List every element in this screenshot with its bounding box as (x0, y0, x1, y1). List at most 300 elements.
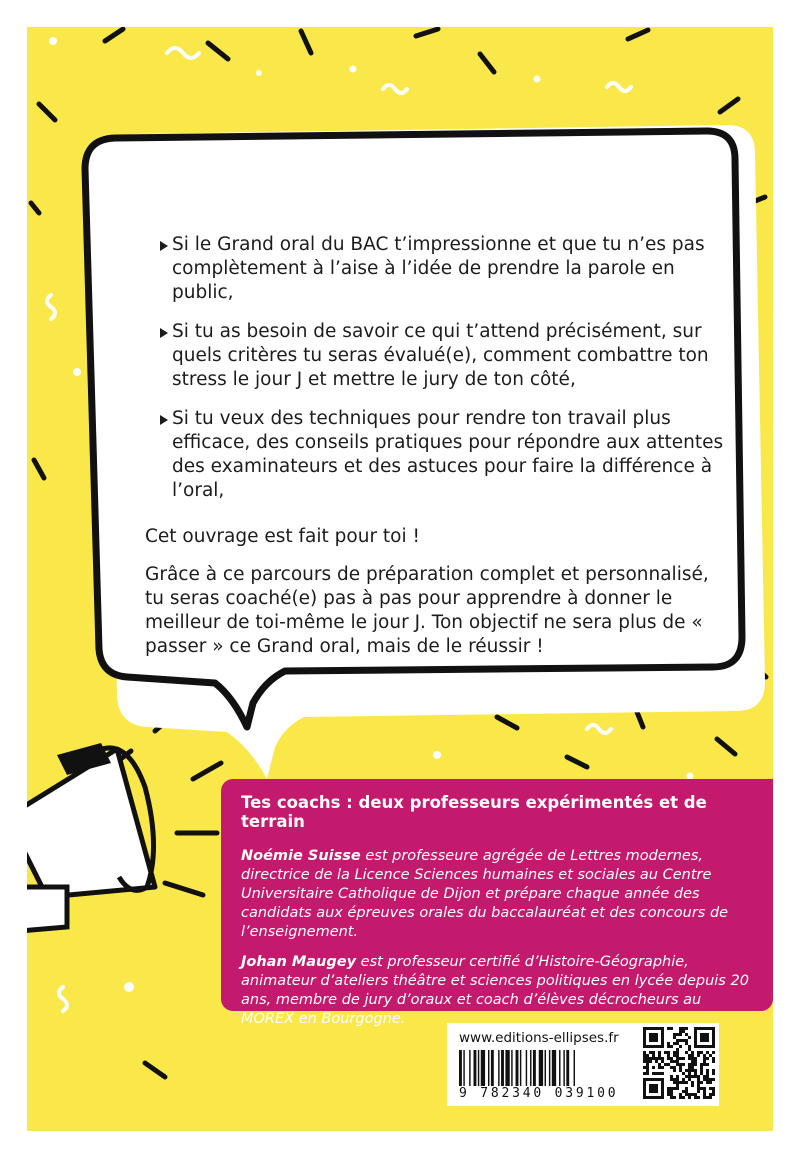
qr-module (688, 1063, 691, 1066)
qr-module (694, 1072, 697, 1075)
qr-module (709, 1045, 712, 1048)
qr-module (655, 1072, 658, 1075)
qr-module (661, 1090, 664, 1093)
qr-module (706, 1069, 709, 1072)
barcode-bar (481, 1050, 485, 1086)
qr-module (643, 1078, 646, 1081)
qr-code-icon[interactable] (643, 1027, 715, 1099)
qr-module (661, 1057, 664, 1060)
qr-module (643, 1060, 646, 1063)
qr-module (649, 1039, 652, 1042)
barcode-bar (501, 1050, 504, 1086)
qr-module (664, 1051, 667, 1054)
qr-module (679, 1096, 682, 1099)
barcode-bar (549, 1050, 550, 1086)
bullet-item (172, 320, 732, 392)
barcode-bar (459, 1050, 462, 1086)
qr-module (697, 1096, 700, 1099)
qr-module (643, 1033, 646, 1036)
qr-module (706, 1072, 709, 1075)
barcode-bar (566, 1050, 569, 1086)
qr-module (667, 1087, 670, 1090)
qr-module (709, 1081, 712, 1084)
qr-module (643, 1042, 646, 1045)
coach-name: Johan Maugey (241, 954, 357, 970)
qr-module (682, 1039, 685, 1042)
qr-module (703, 1090, 706, 1093)
qr-module (694, 1057, 697, 1060)
qr-module (673, 1087, 676, 1090)
qr-module (694, 1093, 697, 1096)
qr-module (712, 1030, 715, 1033)
qr-module (700, 1036, 703, 1039)
qr-module (697, 1054, 700, 1057)
barcode-icon (459, 1050, 631, 1086)
qr-module (712, 1072, 715, 1075)
qr-module (676, 1057, 679, 1060)
qr-module (697, 1084, 700, 1087)
qr-module (661, 1036, 664, 1039)
qr-module (658, 1096, 661, 1099)
qr-module (643, 1072, 646, 1075)
qr-module (706, 1075, 709, 1078)
qr-module (712, 1033, 715, 1036)
qr-module (661, 1087, 664, 1090)
qr-module (700, 1066, 703, 1069)
qr-module (652, 1072, 655, 1075)
qr-module (667, 1042, 670, 1045)
qr-module (712, 1051, 715, 1054)
qr-module (712, 1036, 715, 1039)
qr-module (646, 1060, 649, 1063)
qr-module (691, 1069, 694, 1072)
qr-module (694, 1039, 697, 1042)
qr-module (697, 1087, 700, 1090)
qr-module (688, 1093, 691, 1096)
qr-module (712, 1069, 715, 1072)
qr-module (697, 1027, 700, 1030)
qr-module (652, 1039, 655, 1042)
qr-module (658, 1078, 661, 1081)
qr-module (703, 1033, 706, 1036)
qr-module (649, 1096, 652, 1099)
qr-module (643, 1090, 646, 1093)
qr-module (691, 1084, 694, 1087)
barcode-bar (552, 1050, 556, 1086)
qr-module (685, 1033, 688, 1036)
conclusion-text: Cet ouvrage est fait pour toi ! (145, 526, 420, 547)
barcode-bar (463, 1050, 464, 1086)
qr-module (661, 1072, 664, 1075)
barcode-bar (563, 1050, 564, 1086)
barcode-bar (520, 1050, 521, 1086)
qr-module (712, 1045, 715, 1048)
qr-module (643, 1045, 646, 1048)
qr-module (676, 1051, 679, 1054)
qr-module (691, 1093, 694, 1096)
qr-module (646, 1045, 649, 1048)
qr-module (646, 1072, 649, 1075)
qr-module (706, 1063, 709, 1066)
qr-module (652, 1045, 655, 1048)
qr-module (712, 1060, 715, 1063)
qr-module (661, 1033, 664, 1036)
qr-module (706, 1081, 709, 1084)
qr-module (700, 1039, 703, 1042)
barcode-bar (516, 1050, 519, 1086)
qr-module (706, 1096, 709, 1099)
coach-bio (241, 953, 753, 1029)
qr-module (658, 1054, 661, 1057)
qr-module (712, 1057, 715, 1060)
bullet-text: Si le Grand oral du BAC t’impressionne et que tu n’es pas complètement à l’aise à l’idée de prendre la parole en public, (172, 234, 705, 303)
qr-module (649, 1090, 652, 1093)
qr-module (679, 1057, 682, 1060)
qr-module (676, 1033, 679, 1036)
qr-module (661, 1093, 664, 1096)
barcode-bar (526, 1050, 527, 1086)
qr-module (709, 1027, 712, 1030)
qr-module (670, 1057, 673, 1060)
bullet-item (172, 407, 732, 503)
qr-module (682, 1063, 685, 1066)
qr-module (652, 1087, 655, 1090)
qr-module (700, 1027, 703, 1030)
qr-module (685, 1081, 688, 1084)
qr-module (670, 1060, 673, 1063)
qr-module (694, 1036, 697, 1039)
qr-module (673, 1036, 676, 1039)
qr-module (709, 1054, 712, 1057)
qr-module (643, 1027, 646, 1030)
qr-module (673, 1042, 676, 1045)
barcode-bar (498, 1050, 499, 1086)
qr-module (661, 1039, 664, 1042)
barcode-bar (530, 1050, 531, 1086)
qr-module (649, 1078, 652, 1081)
qr-module (694, 1063, 697, 1066)
qr-module (685, 1069, 688, 1072)
qr-module (694, 1030, 697, 1033)
qr-module (655, 1057, 658, 1060)
qr-module (685, 1090, 688, 1093)
qr-module (679, 1045, 682, 1048)
coaches-title: Tes coachs : deux professeurs expérimentés et de terrain (241, 793, 707, 831)
qr-module (673, 1096, 676, 1099)
qr-module (703, 1057, 706, 1060)
qr-module (697, 1075, 700, 1078)
qr-module (682, 1081, 685, 1084)
qr-module (661, 1081, 664, 1084)
qr-module (697, 1078, 700, 1081)
qr-module (646, 1027, 649, 1030)
qr-module (658, 1057, 661, 1060)
coach-bio-text: est professeur certifié d’Histoire-Géographie, animateur d’ateliers théâtre et sciences politiques en lycée depuis 20 ans, membre de jury d’oraux et coach d’élèves décrocheurs au MOREX en Bourgogne. (241, 954, 749, 1027)
qr-module (667, 1057, 670, 1060)
qr-module (655, 1036, 658, 1039)
qr-module (697, 1090, 700, 1093)
qr-module (670, 1090, 673, 1093)
qr-module (703, 1054, 706, 1057)
coach-bio (241, 847, 753, 942)
qr-module (679, 1081, 682, 1084)
qr-module (703, 1096, 706, 1099)
qr-module (700, 1051, 703, 1054)
qr-module (703, 1045, 706, 1048)
qr-module (688, 1096, 691, 1099)
qr-module (682, 1057, 685, 1060)
qr-module (694, 1060, 697, 1063)
qr-module (712, 1090, 715, 1093)
barcode-bar (505, 1050, 509, 1086)
qr-module (655, 1078, 658, 1081)
qr-module (643, 1081, 646, 1084)
bullet-arrow-icon (160, 328, 168, 338)
qr-module (688, 1036, 691, 1039)
qr-module (670, 1078, 673, 1081)
qr-module (691, 1075, 694, 1078)
qr-module (655, 1045, 658, 1048)
qr-module (700, 1087, 703, 1090)
qr-module (658, 1066, 661, 1069)
qr-module (676, 1048, 679, 1051)
qr-module (676, 1075, 679, 1078)
qr-module (679, 1033, 682, 1036)
qr-module (667, 1063, 670, 1066)
qr-module (649, 1051, 652, 1054)
qr-module (703, 1039, 706, 1042)
qr-module (706, 1036, 709, 1039)
qr-module (679, 1069, 682, 1072)
barcode-bar (491, 1050, 494, 1086)
barcode-panel (447, 1023, 719, 1106)
qr-module (685, 1087, 688, 1090)
qr-module (703, 1075, 706, 1078)
qr-module (712, 1093, 715, 1096)
qr-module (691, 1081, 694, 1084)
barcode-bar (478, 1050, 479, 1086)
qr-module (667, 1054, 670, 1057)
qr-module (658, 1027, 661, 1030)
qr-module (694, 1069, 697, 1072)
barcode-bar (469, 1050, 470, 1086)
qr-module (661, 1084, 664, 1087)
qr-module (691, 1063, 694, 1066)
qr-module (703, 1060, 706, 1063)
qr-module (652, 1027, 655, 1030)
qr-module (709, 1087, 712, 1090)
qr-module (703, 1063, 706, 1066)
qr-module (655, 1033, 658, 1036)
qr-module (670, 1075, 673, 1078)
barcode-bar (474, 1050, 477, 1086)
qr-module (712, 1087, 715, 1090)
qr-module (664, 1063, 667, 1066)
coaches-box (221, 779, 773, 1027)
megaphone-icon (27, 743, 155, 932)
qr-module (652, 1036, 655, 1039)
qr-module (661, 1096, 664, 1099)
qr-module (655, 1087, 658, 1090)
qr-module (694, 1042, 697, 1045)
qr-module (646, 1057, 649, 1060)
qr-module (703, 1087, 706, 1090)
qr-module (709, 1078, 712, 1081)
qr-module (673, 1054, 676, 1057)
qr-module (652, 1051, 655, 1054)
qr-module (697, 1051, 700, 1054)
qr-module (643, 1051, 646, 1054)
qr-module (694, 1033, 697, 1036)
qr-module (691, 1054, 694, 1057)
qr-module (688, 1045, 691, 1048)
qr-module (670, 1066, 673, 1069)
qr-module (688, 1054, 691, 1057)
qr-module (706, 1078, 709, 1081)
qr-module (682, 1030, 685, 1033)
barcode-bar (511, 1050, 512, 1086)
qr-module (667, 1027, 670, 1030)
qr-module (706, 1039, 709, 1042)
qr-module (649, 1033, 652, 1036)
qr-module (646, 1069, 649, 1072)
qr-module (652, 1054, 655, 1057)
qr-module (658, 1063, 661, 1066)
qr-module (670, 1045, 673, 1048)
barcode-bar (539, 1050, 543, 1086)
qr-module (712, 1027, 715, 1030)
qr-module (649, 1057, 652, 1060)
qr-module (646, 1078, 649, 1081)
qr-module (673, 1066, 676, 1069)
qr-module (649, 1045, 652, 1048)
qr-module (643, 1093, 646, 1096)
qr-module (703, 1027, 706, 1030)
qr-module (703, 1093, 706, 1096)
qr-module (712, 1078, 715, 1081)
bullet-text: Si tu as besoin de savoir ce qui t’attend précisément, sur quels critères tu seras évalué(e), comment combattre ton stress le jour J et mettre le jury de ton côté, (172, 321, 709, 390)
qr-module (667, 1045, 670, 1048)
qr-module (712, 1039, 715, 1042)
qr-module (673, 1060, 676, 1063)
qr-module (673, 1051, 676, 1054)
qr-module (709, 1093, 712, 1096)
qr-module (643, 1039, 646, 1042)
qr-module (697, 1045, 700, 1048)
qr-module (670, 1027, 673, 1030)
qr-module (643, 1066, 646, 1069)
publisher-website[interactable]: www.editions-ellipses.fr (459, 1030, 619, 1046)
qr-module (661, 1045, 664, 1048)
qr-module (646, 1063, 649, 1066)
qr-module (700, 1081, 703, 1084)
qr-module (679, 1030, 682, 1033)
qr-module (661, 1066, 664, 1069)
qr-module (649, 1084, 652, 1087)
qr-module (694, 1096, 697, 1099)
qr-module (655, 1027, 658, 1030)
qr-module (700, 1063, 703, 1066)
qr-module (682, 1090, 685, 1093)
qr-module (691, 1060, 694, 1063)
qr-module (646, 1054, 649, 1057)
qr-module (673, 1069, 676, 1072)
qr-module (643, 1087, 646, 1090)
qr-module (655, 1096, 658, 1099)
qr-module (694, 1027, 697, 1030)
qr-module (691, 1051, 694, 1054)
qr-module (646, 1066, 649, 1069)
qr-module (661, 1027, 664, 1030)
qr-module (685, 1051, 688, 1054)
bullet-arrow-icon (160, 241, 168, 251)
qr-module (679, 1039, 682, 1042)
coach-name: Noémie Suisse (241, 848, 361, 864)
qr-module (652, 1096, 655, 1099)
qr-module (670, 1093, 673, 1096)
bullet-text: Si tu veux des techniques pour rendre ton travail plus efficace, des conseils pratiques pour répondre aux attentes des examinateurs et des astuces pour faire la différence à l’oral, (172, 408, 724, 501)
qr-module (688, 1066, 691, 1069)
qr-module (679, 1066, 682, 1069)
qr-module (703, 1036, 706, 1039)
qr-module (682, 1078, 685, 1081)
qr-module (682, 1027, 685, 1030)
bubble-text (145, 233, 732, 673)
qr-module (688, 1057, 691, 1060)
qr-module (655, 1084, 658, 1087)
qr-module (679, 1063, 682, 1066)
qr-module (676, 1087, 679, 1090)
barcode-bar (559, 1050, 560, 1086)
qr-module (649, 1087, 652, 1090)
qr-module (685, 1093, 688, 1096)
qr-module (652, 1057, 655, 1060)
qr-module (676, 1063, 679, 1066)
qr-module (670, 1096, 673, 1099)
qr-module (673, 1078, 676, 1081)
qr-module (685, 1075, 688, 1078)
qr-module (667, 1051, 670, 1054)
qr-module (649, 1027, 652, 1030)
qr-module (706, 1045, 709, 1048)
qr-module (706, 1033, 709, 1036)
qr-module (697, 1081, 700, 1084)
qr-module (685, 1042, 688, 1045)
qr-module (682, 1096, 685, 1099)
qr-module (643, 1096, 646, 1099)
qr-module (646, 1096, 649, 1099)
qr-module (643, 1057, 646, 1060)
qr-module (676, 1054, 679, 1057)
back-cover (27, 27, 773, 1131)
qr-module (652, 1090, 655, 1093)
qr-module (658, 1051, 661, 1054)
qr-module (685, 1039, 688, 1042)
qr-module (700, 1072, 703, 1075)
barcode-bar (488, 1050, 489, 1086)
qr-module (673, 1033, 676, 1036)
qr-module (661, 1078, 664, 1081)
qr-module (673, 1081, 676, 1084)
qr-module (652, 1084, 655, 1087)
qr-module (694, 1045, 697, 1048)
qr-module (676, 1060, 679, 1063)
qr-module (667, 1090, 670, 1093)
qr-module (643, 1030, 646, 1033)
qr-module (691, 1066, 694, 1069)
qr-module (703, 1078, 706, 1081)
qr-module (652, 1066, 655, 1069)
